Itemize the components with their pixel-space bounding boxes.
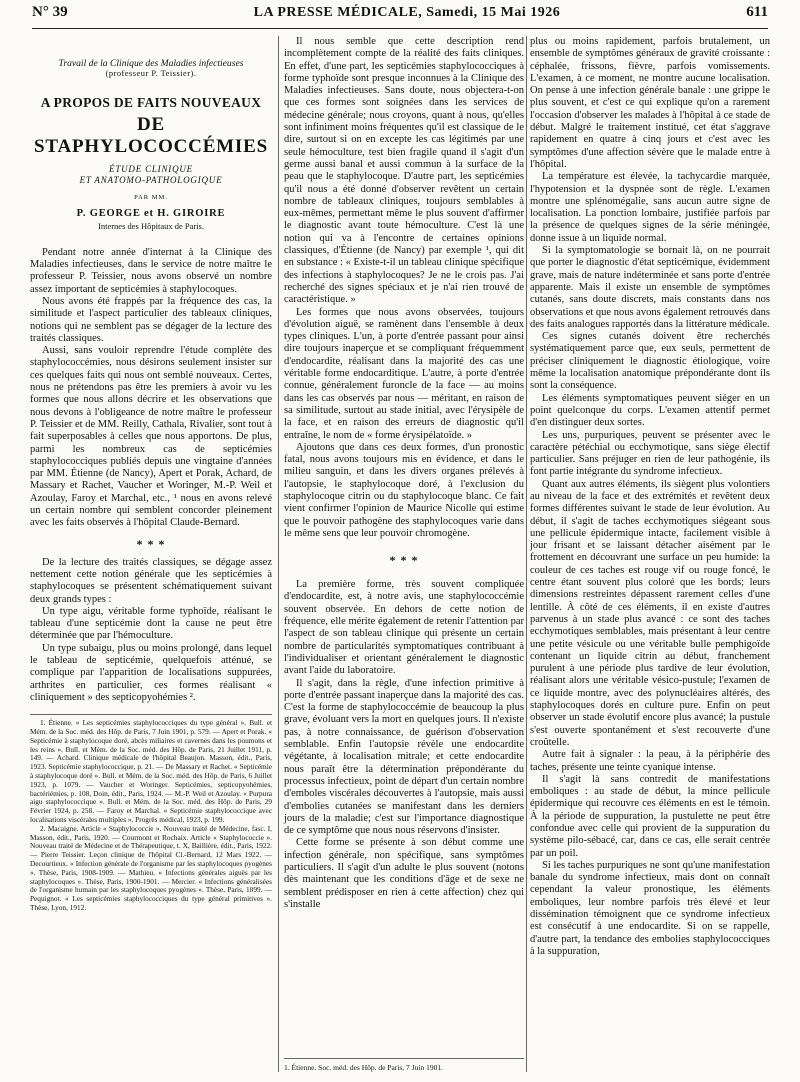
paragraph: Aussi, sans vouloir reprendre l'étude complète des staphylococcémies, nous désirons seulement insister sur ces quelques faits qui nous ont semblé nouveaux. Certes, nous ne prétendons pas être les premiers à avoir vu les formes que nous allons décrire et les observations que nous devons à l'obligeance de notre maître le professeur P. Teissier et de MM. Reilly, Cathala, Rivalier, sont tout à fait superposables à celles que nous apportons. De plus, parmi les nombreux cas de septicémies staphylococciques publiés depuis une vingtaine d'années par MM. Étienne (de Nancy), Apert et Porak, Achard, de Massary et Rachet, Vaucher et Woringer, M.-P. Weil et Azoulay, Faroy et Marchal, etc., ¹ nous en avons relevé un certain nombre qui semblent concorder pleinement avec les faits observés à l'hôpital Claude-Bernard. xyxy=(30,345,272,529)
column-3 xyxy=(530,36,770,958)
paragraph: La température est élevée, la tachycardie marquée, l'hypotension et la dyspnée sont de règle. L'examen montre une splénomégalie, sans aucun autre signe de localisation. La ponction lombaire, justifiée parfois par la présence de quelques signes de la série méningée, donne issue à un liquide normal. xyxy=(530,171,770,244)
paragraph: Ces signes cutanés doivent être recherchés systématiquement parce que, eux seuls, permettent de préciser cliniquement le diagnostic étiologique, voire même la localisation anatomique prépondérante dont ils sont la conséquence. xyxy=(530,331,770,392)
article-subtitle-1: ÉTUDE CLINIQUE xyxy=(109,164,193,175)
asterism: * * * xyxy=(389,553,419,568)
paragraph: Pendant notre année d'internat à la Clinique des Maladies infectieuses, dans le service de notre maître le professeur P. Teissier, nous avons observé un nombre assez important de septicémies à staphylocoques. xyxy=(30,246,272,295)
footnote: 1. Étienne. Soc. méd. des Hôp. de Paris, 7 Juin 1901. xyxy=(284,1058,524,1072)
column-3-body xyxy=(530,36,770,958)
footnote: 2. Macaigne. Article « Staphylococcie ». Nouveau traité de Médecine, fasc. I, Masson, édit., Paris, 1920. — Courmont et Rochaix. Article « Staphylococcie ». Nouveau traité de Médecine et de Thérapeutique, t. X, Baillière, édit., Paris, 1922. — Pierre Teissier. Leçon clinique de l'hôpital Cl.-Bernard, 12 Mars 1922. — Decourtieux. « Infection générale de l'organisme par les staphylocoques pyogènes ». Thèse, Paris, 1908-1909. — Mathieu. « Infections générales aiguës par les staphylocoques ». Thèse, Paris, 1900-1901. — Mercier. « Infections généralisées de l'organisme humain par les staphylocoques pyogènes ». Thèse, Paris, 1899. — Pequignot. « Les septicémies staphylococciques du type général primitives ». Thèse, Lyon, 1912. xyxy=(30,823,272,912)
section-body xyxy=(30,557,272,705)
paragraph: Un type subaigu, plus ou moins prolongé, dans lequel le tableau de septicémie, quelquefois atténué, se complique par l'apparition de localisations suppurées, arthrites en particulier, ces formes réalisant « cliniquement » des septicopyohémies ². xyxy=(30,642,272,703)
article-title-line2: DE STAPHYLOCOCCÉMIES xyxy=(34,114,268,158)
footnotes xyxy=(30,714,272,913)
credit-professor: (professeur P. Teissier). xyxy=(105,69,197,78)
journal-title: LA PRESSE MÉDICALE, Samedi, 15 Mai 1926 xyxy=(253,5,561,20)
article-subtitle-2: ET ANATOMO-PATHOLOGIQUE xyxy=(79,175,223,186)
column-1 xyxy=(30,36,272,913)
paragraph: Les uns, purpuriques, peuvent se présenter avec le caractère pétéchial ou ecchymotique, sans siège électif particulier. Sans préjuger en rien de leur pathogénie, ils font partie intégrante du syndrome infectieux. xyxy=(530,429,770,478)
asterism: * * * xyxy=(136,536,166,551)
column-2-body-2 xyxy=(284,579,524,911)
paragraph: De la lecture des traités classiques, se dégage assez nettement cette notion générale que les septicémies à staphylocoques se présentent schématiquement suivant deux grands types : xyxy=(30,556,272,605)
paragraph: Ajoutons que dans ces deux formes, d'un pronostic fatal, nous avons toujours mis en évidence, et dans le milieu sanguin, et dans les divers organes prélevés à l'autopsie, le staphylocoque doré, à l'exclusion du staphylocoque citrin ou du staphylocoque blanc. Ce fait vient confirmer l'opinion de Maurice Nicolle qui estime que le pouvoir pathogène des staphylocoques varie dans le même sens que leur pouvoir chromogène. xyxy=(284,441,524,539)
issue-number: N° 39 xyxy=(32,4,68,20)
paragraph: Nous avons été frappés par la fréquence des cas, la similitude et l'aspect particulier des tableaux cliniques, notions qui ne semblent pas se dégager de la lecture des traités classiques. xyxy=(30,296,272,344)
authors: P. GEORGE et H. GIROIRE xyxy=(76,207,226,219)
column-divider xyxy=(526,36,527,1072)
paragraph: Il nous semble que cette description rend incomplètement compte de la réalité des faits cliniques. En effet, d'une part, les septicémies staphylococciques à forme typhoïde sont presque inconnues à la Clinique des Maladies infectieuses. Sans doute, nous objectera-t-on que ces formes sont soignées dans les services de médecine générale; nous croyons, quant à nous, qu'elles sont infiniment moins fréquentes qu'il est classique de le dire, surtout si on en excepte les cas légitimés par une seule hémoculture, test bien fragile quand il s'agit d'un germe aussi banal et aussi commun à la surface de la peau que le staphylocoque. D'autre part, les septicémies qu'il nous a été donné d'observer revêtent un certain nombre de tableaux cliniques, toujours semblables à eux-mêmes, permettant même le plus souvent d'affirmer le diagnostic avant toute hémoculture. C'est là une notion qui va à l'encontre de certaines opinions classiques, d'Étienne (de Nancy) par exemple ¹, qui dit en substance : « Existe-t-il un tableau clinique spécifique des infections à staphylocoques? Je ne le crois pas. J'ai recherché des signes spéciaux et je n'ai rien trouvé de caractéristique. » xyxy=(284,36,524,306)
paragraph: Il s'agit, dans la règle, d'une infection primitive à porte d'entrée passant inaperçue dans la majorité des cas. C'est la forme de staphylococcémie de beaucoup la plus grave, évoluant vers la mort en quelques jours. Il n'existe pas, à notre connaissance, de guérison d'observation semblable. Enfin l'autopsie révèle une endocardite végétante, à localisation mitrale; et cette endocardite nous paraît être la détermination prépondérante du processus infectieux, point de départ d'un certain nombre d'emboles viscérales découvertes à l'autopsie, mais aussi d'embolies cutanées se manifestant dans les derniers jours de la maladie; c'est sur l'importance diagnostique de ce symptôme que nous nous réservons d'insister. xyxy=(284,677,524,837)
page-header xyxy=(32,4,768,28)
column-2 xyxy=(284,36,524,1072)
paragraph: Il s'agit là sans contredit de manifestations emboliques : au stade de début, la mince pellicule épidermique qui recouvre ces éléments en est le témoin. À la période de suppuration, la pustulette ne peut être confondue avec celle qui provient de la suppuration du système pilo-sébacé, car, dans ce cas, elle serait centrée par un poil. xyxy=(530,773,770,859)
column-2-body xyxy=(284,36,524,540)
article-title-line1: A PROPOS DE FAITS NOUVEAUX xyxy=(40,95,262,110)
paragraph: La première forme, très souvent compliquée d'endocardite, est, à notre avis, une staphylococcémie souvent observée. En dehors de cette notion de fréquence, elle mérite également de retenir l'attention par l'aspect de son tableau clinique qui présente un certain nombre de particularités symptomatiques contribuant à l'individualiser et orientant généralement le diagnostic avant l'aide du laboratoire. xyxy=(284,579,524,677)
paragraph: Si la symptomatologie se bornait là, on ne pourrait que porter le diagnostic d'état septicémique, évidemment grave, mais de nature indéterminée et sans porte d'entrée apparente. Mais il existe un ensemble de symptômes cutanés, sans doute discrets, mais constants dans nos observations et que nous avons également retrouvés dans des faits analogues rapportés dans la littérature médicale. xyxy=(530,245,770,330)
paragraph: Un type aigu, véritable forme typhoïde, réalisant le tableau d'une septicémie dont la cause ne peut être déterminée que par l'hémoculture. xyxy=(30,605,272,642)
paragraph: Autre fait à signaler : la peau, à la périphérie des taches, présente une teinte cyanique intense. xyxy=(530,749,770,773)
paragraph: Cette forme se présente à son début comme une infection générale, non spécifique, sans symptômes particuliers. Il s'agit d'un adulte le plus souvent (notons dès maintenant que les conditions d'âge et de sexe ne semblent prédisposer en rien à cette affection) chez qui s'installe xyxy=(284,837,524,910)
page-number: 611 xyxy=(746,4,768,20)
by-line-par: PAR MM. xyxy=(134,194,168,202)
paragraph: Si les taches purpuriques ne sont qu'une manifestation banale du syndrome infectieux, mais dont on connaît cependant la valeur pronostique, les éléments emboliques, leur nombre parfois très élevé et leur dissémination témoignent que ce syndrome infectieux est consécutif à une endocardite. Si on se rappelle, d'autre part, la tendance des embolies staphylococciques à la suppuration, xyxy=(530,859,770,957)
paragraph: Les formes que nous avons observées, toujours d'évolution aiguë, se ramènent dans l'ensemble à deux types cliniques. L'un, à porte d'entrée passant pour ainsi dire toujours inaperçue et se compliquant fréquemment d'endocardite, réalisant dans la majorité des cas une véritable forme endocarditique. L'autre, à porte d'entrée connue, généralement furoncle de la face — au moins dans les cas observés par nous — méritant, en raison de sa similitude, surtout au stade initial, avec l'érysipèle de la face, et en raison des erreurs de diagnostic qu'il entraîne, le nom de « forme érysipélatoïde. » xyxy=(284,306,524,441)
column-divider xyxy=(278,36,279,1072)
intro-body xyxy=(30,247,272,530)
footnote: 1. Étienne. « Les septicémies staphylococciques du type général ». Bull. et Mém. de la Soc. méd. des Hôp. de Paris, 7 Juin 1901, p. 579. — Apert et Porak. « Septicémie à staphylocoque doré, abcès miliaires et cavernes dans les poumons et les reins ». Bull. et Mém. de la Soc. méd. des Hôp. de Paris, 21 Juillet 1911, p. 149. — Achard. Clinique médicale de l'hôpital Beaujon. Masson, édit., Paris, 1923. Septicémie staphylococcique, p. 21. — De Massary et Rachet. « Septicémie à staphylocoque doré ». Bull. et Mém. de la Soc. méd. des Hôp. de Paris, 6 Juillet 1923, p. 1079. — Vaucher et Woringer. Septicémies, septicopyohémies, bactériémies, p. 108, Doin, édit., Paris, 1924. — M.-P. Weil et Azoulay. « Purpura aigu staphylococcique ». Bull. et Mém. de la Soc. méd. des Hôp. de Paris, 29 Février 1924, p. 258. — Faroy et Marchal. « Septicémie staphylococcique avec localisations viscérales multiples ». Progrès médical, 1923, p. 199. xyxy=(30,718,272,824)
paragraph: Quant aux autres éléments, ils siègent plus volontiers au niveau de la face et des extrémités et revêtent deux formes différentes suivant le stade de leur évolution. Au début, il s'agit de taches ecchymotiques siégeant sous une pellicule épidermique intacte, facilement visible à jour frisant et se laissant détacher aisément par le frottement en découvrant une surface un peu humide: la couleur de ces taches est rouge vif ou rouge foncé, le centre étant souvent plus coloré que les bords; leurs dimensions restreintes dépassent rarement celles d'une lentille. À côté de ces éléments, il en existe d'autres parvenus à un stade plus avancé : ce sont des taches ecchymotiques semblables, mais présentant à leur centre une petite vésicule ou une véritable bulle pemphigoïde contenant un liquide citrin au début, franchement purulent à une période plus tardive de leur évolution, réalisant alors une véritable vésico-pustule; l'examen de ce liquide montre, avec des polynucléaires altérés, des staphylocoques dorés en culture pure. Enfin on peut observer un stade évolutif encore plus avancé; la pustule s'est ouverte spontanément et s'est recouverte d'une croûtelle. xyxy=(530,478,770,748)
paragraph: plus ou moins rapidement, parfois brutalement, un ensemble de symptômes généraux de gravité croissante : céphalée, frissons, fièvre, parfois vomissements. L'examen, à ce moment, ne montre aucune localisation. On pense à une infection générale banale : une grippe le plus souvent, et c'est ce qui explique qu'on a rarement l'occasion d'observer les malades à l'hôpital à ce stade de début. Malgré le traitement institué, cet état s'aggrave rapidement en quatre à cinq jours et c'est avec les symptômes d'une affection sévère que le malade entre à l'hôpital. xyxy=(530,36,770,170)
paragraph: Les éléments symptomatiques peuvent siéger en un point quelconque du corps. L'examen attentif permet d'en distinguer deux sortes. xyxy=(530,392,770,429)
affiliation: Internes des Hôpitaux de Paris. xyxy=(98,221,204,232)
header-rule xyxy=(32,28,768,29)
credit-line: Travail de la Clinique des Maladies infectieuses xyxy=(58,58,244,69)
